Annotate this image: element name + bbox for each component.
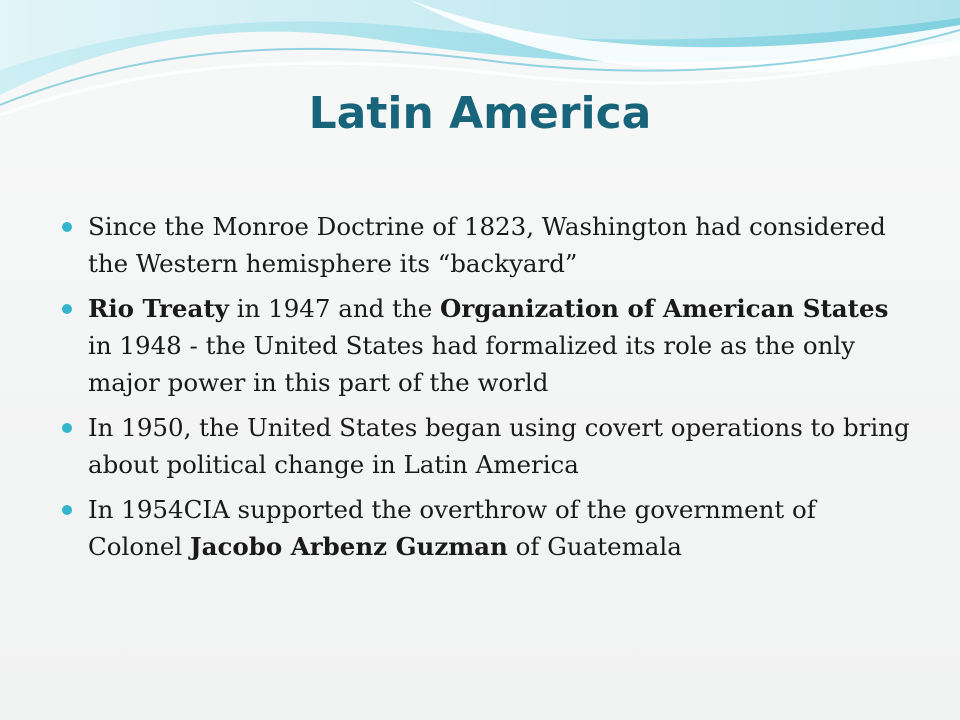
bullet-text: in 1948 - the United States had formalized its role as the only major power in this part of the world bbox=[88, 331, 856, 397]
bullet-list bbox=[60, 208, 910, 573]
slide-title: Latin America bbox=[308, 88, 652, 139]
bullet-text-bold: Jacobo Arbenz Guzman bbox=[189, 532, 508, 561]
bullet-text-bold: Rio Treaty bbox=[88, 294, 229, 323]
bullet-item bbox=[60, 208, 910, 282]
bullet-item bbox=[60, 491, 910, 565]
bullet-text: Since the Monroe Doctrine of 1823, Washington had considered the Western hemisphere its “backyard” bbox=[88, 212, 886, 278]
bullet-item bbox=[60, 290, 910, 401]
bullet-text: of Guatemala bbox=[507, 532, 682, 561]
bullet-dot-icon bbox=[62, 505, 72, 515]
bullet-text-bold: Organization of American States bbox=[440, 294, 889, 323]
bullet-text: In 1954CIA supported the overthrow of the government of Colonel bbox=[88, 495, 816, 561]
bullet-dot-icon bbox=[62, 423, 72, 433]
bullet-text: In 1950, the United States began using covert operations to bring about political change in Latin America bbox=[88, 413, 910, 479]
bullet-text: in 1947 and the bbox=[228, 294, 441, 323]
bullet-item bbox=[60, 409, 910, 483]
bullet-dot-icon bbox=[62, 304, 72, 314]
bullet-dot-icon bbox=[62, 222, 72, 232]
